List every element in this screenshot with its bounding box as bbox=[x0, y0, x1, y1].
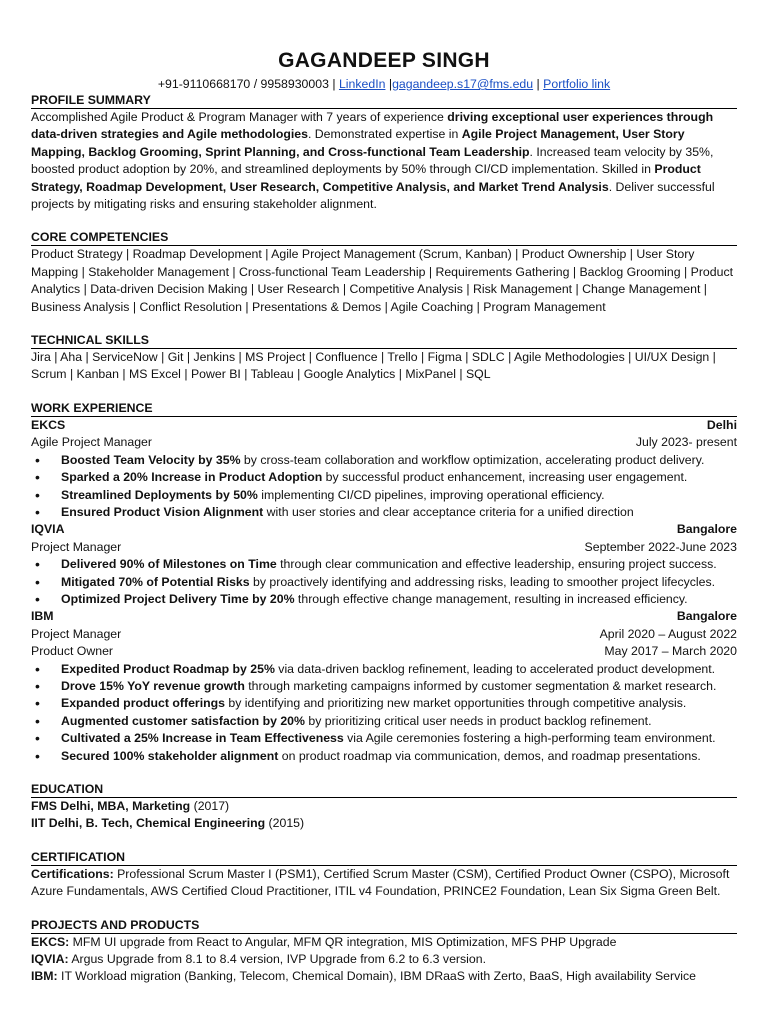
email-link[interactable]: gagandeep.s17@fms.edu bbox=[392, 77, 534, 91]
achievement-item: • Drove 15% YoY revenue growth through marketing campaigns informed by customer segmentation & market research. bbox=[61, 678, 737, 695]
job-dates: May 2017 – March 2020 bbox=[604, 644, 737, 659]
company-name: EKCS bbox=[31, 417, 66, 432]
contact-separator: | bbox=[536, 77, 540, 91]
project-item: EKCS: MFM UI upgrade from React to Angular, MFM QR integration, MIS Optimization, MFS PHP Upgrade bbox=[31, 934, 617, 949]
achievement-item: • Ensured Product Vision Alignment with user stories and clear acceptance criteria for a unified direction bbox=[61, 504, 737, 521]
job-location: Bangalore bbox=[676, 522, 737, 537]
summary-highlight: Agile Project Management, User Story Mapping, Backlog Grooming, Sprint Planning, and Cross-functional Team Leadership bbox=[31, 127, 685, 159]
company-name: IQVIA bbox=[31, 522, 65, 537]
summary-highlight: driving exceptional user experiences through data-driven strategies and Agile methodologies bbox=[31, 110, 714, 142]
competencies-list: Product Strategy | Roadmap Development | Agile Project Management (Scrum, Kanban) | Product Ownership | User Story Mapping | Stakeholder Management | Cross-functional Team Leadership | Requirements Gathering | Backlog Grooming | Product Analytics | Data-driven Decision Making | User Research | Competitive Analysis | Risk Management | Change Management | Business Analysis | Conflict Resolution | Presentations & Demos | Agile Coaching | Program Management bbox=[31, 247, 734, 314]
contact-line bbox=[31, 76, 737, 93]
job-title: Agile Project Manager bbox=[31, 435, 152, 450]
job-title: Project Manager bbox=[31, 626, 122, 641]
project-item: IQVIA: Argus Upgrade from 8.1 to 8.4 version, IVP Upgrade from 6.2 to 6.3 version. bbox=[31, 952, 486, 967]
achievement-item: • Mitigated 70% of Potential Risks by proactively identifying and addressing risks, leading to smoother project lifecycles. bbox=[61, 574, 737, 591]
company-name: IBM bbox=[31, 609, 54, 624]
job-dates: September 2022-June 2023 bbox=[584, 539, 737, 554]
portfolio-link[interactable]: Portfolio link bbox=[543, 77, 611, 91]
linkedin-link[interactable]: LinkedIn bbox=[338, 77, 386, 91]
contact-separator: | bbox=[388, 77, 393, 91]
section-title-certification: CERTIFICATION bbox=[31, 850, 737, 866]
section-title-skills: TECHNICAL SKILLS bbox=[31, 333, 737, 349]
achievement-item: • Optimized Project Delivery Time by 20% through effective change management, resulting in increased efficiency. bbox=[61, 591, 737, 608]
section-title-profile: PROFILE SUMMARY bbox=[31, 93, 737, 109]
candidate-name: GAGANDEEP SINGH bbox=[278, 49, 490, 72]
phone-numbers: +91-9110668170 / 9958930003 | bbox=[157, 77, 336, 91]
job-location: Bangalore bbox=[676, 609, 737, 624]
summary-text: . Increased team velocity by 35%, boosted product adoption by 20%, and streamlined deployments by 50% through CI/CD implementation. Skilled in bbox=[31, 144, 714, 177]
achievement-item: • Boosted Team Velocity by 35% by cross-team collaboration and workflow optimization, accelerating product delivery. bbox=[61, 452, 737, 469]
job-ekcs bbox=[31, 417, 737, 521]
job-title: Product Owner bbox=[31, 644, 114, 659]
project-item: IBM: IT Workload migration (Banking, Telecom, Chemical Domain), IBM DRaaS with Zerto, BaaS, High availability Service bbox=[31, 969, 696, 984]
section-title-work: WORK EXPERIENCE bbox=[31, 401, 737, 417]
skills-list: Jira | Aha | ServiceNow | Git | Jenkins | MS Project | Confluence | Trello | Figma | SDLC | Agile Methodologies | UI/UX Design | Scrum | Kanban | MS Excel | Power BI | Tableau | Google Analytics | MixPanel | SQL bbox=[31, 350, 716, 382]
resume-page bbox=[31, 0, 737, 986]
education-item: IIT Delhi, B. Tech, Chemical Engineering (2015) bbox=[31, 816, 305, 831]
achievement-item: • Expanded product offerings by identifying and prioritizing new market opportunities through competitive analysis. bbox=[61, 695, 737, 712]
job-iqvia bbox=[31, 521, 737, 608]
achievement-item: • Delivered 90% of Milestones on Time through clear communication and effective leadership, ensuring project success. bbox=[61, 556, 737, 573]
summary-highlight: Product Strategy, Roadmap Development, User Research, Competitive Analysis, and Market Trend Analysis bbox=[31, 162, 701, 194]
section-title-education: EDUCATION bbox=[31, 782, 737, 798]
certification-list: Certifications: Professional Scrum Master I (PSM1), Certified Scrum Master (CSM), Certified Product Owner (CSPO), Microsoft Azure Fundamentals, AWS Certified Cloud Practitioner, ITIL v4 Foundation, PRINCE2 Foundation, Lean Six Sigma Green Belt. bbox=[31, 866, 730, 899]
achievement-item: • Expedited Product Roadmap by 25% via data-driven backlog refinement, leading to accelerated product development. bbox=[61, 661, 737, 678]
profile-summary bbox=[31, 109, 737, 213]
job-ibm bbox=[31, 608, 737, 765]
job-title: Project Manager bbox=[31, 539, 122, 554]
job-dates: July 2023- present bbox=[635, 435, 737, 450]
section-title-projects: PROJECTS AND PRODUCTS bbox=[31, 918, 737, 934]
summary-text: . Deliver successful projects by mitigating risks and ensuring stakeholder alignment. bbox=[31, 179, 715, 212]
achievement-item: • Augmented customer satisfaction by 20% by prioritizing critical user needs in product backlog refinement. bbox=[61, 713, 737, 730]
section-title-competencies: CORE COMPETENCIES bbox=[31, 230, 737, 246]
job-location: Delhi bbox=[706, 417, 737, 432]
summary-text: Accomplished Agile Product & Program Manager with 7 years of experience bbox=[31, 110, 448, 124]
summary-text: . Demonstrated expertise in bbox=[307, 127, 462, 142]
education-item: FMS Delhi, MBA, Marketing (2017) bbox=[31, 799, 230, 813]
achievement-item: • Streamlined Deployments by 50% implementing CI/CD pipelines, improving operational efficiency. bbox=[61, 487, 737, 504]
achievement-item: • Sparked a 20% Increase in Product Adoption by successful product enhancement, increasing user engagement. bbox=[61, 469, 737, 486]
achievement-item: • Secured 100% stakeholder alignment on product roadmap via communication, demos, and roadmap presentations. bbox=[61, 748, 737, 765]
job-dates: April 2020 – August 2022 bbox=[599, 626, 737, 641]
achievement-item: • Cultivated a 25% Increase in Team Effectiveness via Agile ceremonies fostering a high-performing team environment. bbox=[61, 730, 737, 747]
